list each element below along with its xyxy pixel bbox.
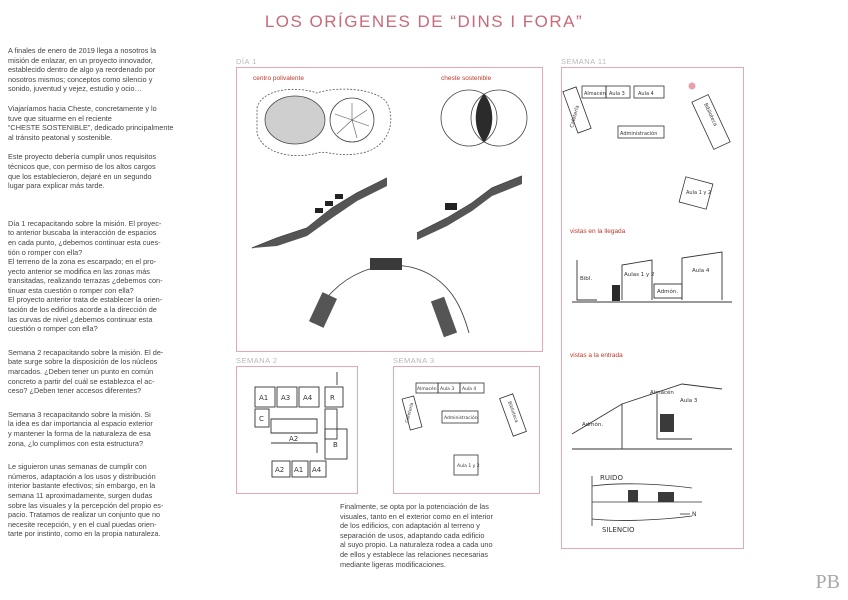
- vistas-llegada-sketch: [562, 240, 743, 320]
- entrada-almacen: Almacén: [650, 390, 674, 396]
- paragraph-cheste: Viajaríamos hacia Cheste, concretamente y lo tuve que situarme en el reciente “CHESTE SOSTENIBLE”, dedicado principalmente al tránsito peatonal y sostenible.: [8, 103, 174, 142]
- s11-aula12: Aula 1 y 2: [686, 190, 712, 196]
- silencio-label: SILENCIO: [602, 526, 635, 534]
- paragraph-semana3: Semana 3 recapacitando sobre la misión. Si la idea es dar importancia al espacio exterior y mantener la forma de la naturaleza de esa zona, ¿lo cumplimos con esta estructura?: [8, 409, 153, 448]
- vistas-entrada-label: vistas a la entrada: [570, 352, 623, 359]
- dia1-sketch: [237, 68, 542, 351]
- s2-cell-a4: A4: [303, 394, 313, 402]
- intro-text-column: [8, 46, 211, 549]
- vistas-llegada-label: vistas en la llegada: [570, 228, 626, 235]
- s11-biblioteca: Biblioteca: [702, 102, 719, 128]
- semana11-panel: [561, 67, 744, 549]
- semana11-label: SEMANA 11: [561, 57, 607, 66]
- s2-cell-a1b: A1: [294, 466, 304, 474]
- s11-admin: Administración: [620, 131, 658, 137]
- paragraph-semana2: Semana 2 recapacitando sobre la misión. El de- bate surge sobre la disposición de los núcleos marcados. ¿Deben tener un punto en común concreto a partir del cuál se establezca el ac- ceso? ¿Deben tener accesos diferentes?: [8, 347, 164, 396]
- page-title: LOS ORÍGENES DE “DINS I FORA”: [264, 12, 584, 31]
- semana2-sketch: [237, 367, 357, 493]
- s2-cell-r: R: [330, 394, 335, 402]
- s11-aula4: Aula 4: [638, 91, 654, 97]
- s2-cell-a2: A2: [289, 435, 299, 443]
- dia1-label: DÍA 1: [236, 57, 257, 66]
- paragraph-semana11: Le siguieron unas semanas de cumplir con números, adaptación a los usos y distribución interior bastante efectivos; sin embargo, en la semana 11 aproximadamente, surgen dudas sobre las visuales y la percepción del propio es- pacio. Tratamos de realizar un conjunto que no necesite recepción, y en el cual puedas orien- tarte por instinto, como en la propia naturaleza.: [8, 462, 164, 539]
- s2-cell-b: B: [333, 441, 338, 449]
- s3-cafeteria: Cafetería: [405, 402, 416, 424]
- semana3-sketch: [394, 367, 539, 493]
- s11-cafeteria: Cafetería: [569, 104, 581, 129]
- s2-cell-a3: A3: [281, 394, 291, 402]
- s3-aula3: Aula 3: [440, 387, 455, 392]
- final-paragraph: Finalmente, se opta por la potenciación de las visuales, tanto en el exterior como en el interior de los edificios, con adaptación al terreno y separación de usos, adaptando cada edificio al suyo propio. La naturaleza rodea a cada uno de ellos y establece las relaciones necesarias mediante ligeras modificaciones.: [340, 502, 493, 569]
- dia1-sub-centro: centro polivalente: [253, 75, 304, 82]
- paragraph-requisitos: Este proyecto debería cumplir unos requisitos técnicos que, con permiso de los altos cargos que los establecieron, dejaré en un segundo lugar para explicar más tarde.: [8, 152, 157, 191]
- semana2-label: SEMANA 2: [236, 356, 278, 365]
- s3-biblioteca: Biblioteca: [506, 400, 519, 424]
- north-label: N: [692, 511, 697, 518]
- entrada-aula3: Aula 3: [680, 398, 698, 404]
- paragraph-intro: A finales de enero de 2019 llega a nosotros la misión de enlazar, en un proyecto innovador, establecido dentro de algo ya reordenado por nosotros mismos; conceptos como silencio y sonido, juventud y vejez, estudio y ocio…: [8, 46, 157, 94]
- s3-almacen: Almacén: [417, 387, 437, 392]
- entrada-admon: Admón.: [582, 422, 604, 428]
- llegada-admon: Admón.: [657, 289, 679, 295]
- s2-cell-a4b: A4: [312, 466, 322, 474]
- ruido-label: RUIDO: [600, 474, 623, 482]
- dia1-sub-cheste: cheste sostenible: [441, 75, 492, 82]
- paragraph-dia1: Día 1 recapacitando sobre la misión. El proyec- to anterior buscaba la interacción de espacios en cada punto, ¿debemos continuar esta cues- tión o romper con ella? El terreno de la zona es escarpado; en el pro- yecto anterior se modifica en las zonas más transitadas, realizando terrazas ¿debemos con- tinuar esta cuestión o romper con ella? El proyecto anterior trata de establecer la orien- tación de los edificios acorde a la dirección de las curvas de nivel ¿debemos continuar esta cuestión o romper con ella?: [8, 218, 163, 334]
- llegada-aulas12: Aulas 1 y 2: [624, 272, 655, 278]
- s2-cell-a1: A1: [259, 394, 269, 402]
- llegada-bibl: Bibl.: [580, 276, 593, 282]
- semana3-label: SEMANA 3: [393, 356, 435, 365]
- semana11-plan-sketch: [562, 68, 743, 218]
- s11-aula3: Aula 3: [609, 91, 625, 97]
- semana2-panel: [236, 366, 358, 494]
- s3-aula12: Aula 1 y 2: [457, 464, 480, 469]
- s3-aula4: Aula 4: [462, 387, 477, 392]
- llegada-aula4: Aula 4: [692, 268, 710, 274]
- pb-logo: PB: [815, 571, 840, 593]
- s3-admin: Administración: [444, 416, 478, 421]
- dia1-panel: [236, 67, 543, 352]
- vistas-entrada-sketch: [562, 364, 743, 454]
- s2-cell-a2b: A2: [275, 466, 285, 474]
- semana3-panel: [393, 366, 540, 494]
- s2-cell-c: C: [259, 415, 264, 423]
- ruido-silencio-sketch: [562, 464, 743, 544]
- s11-almacen: Almacén: [584, 91, 606, 97]
